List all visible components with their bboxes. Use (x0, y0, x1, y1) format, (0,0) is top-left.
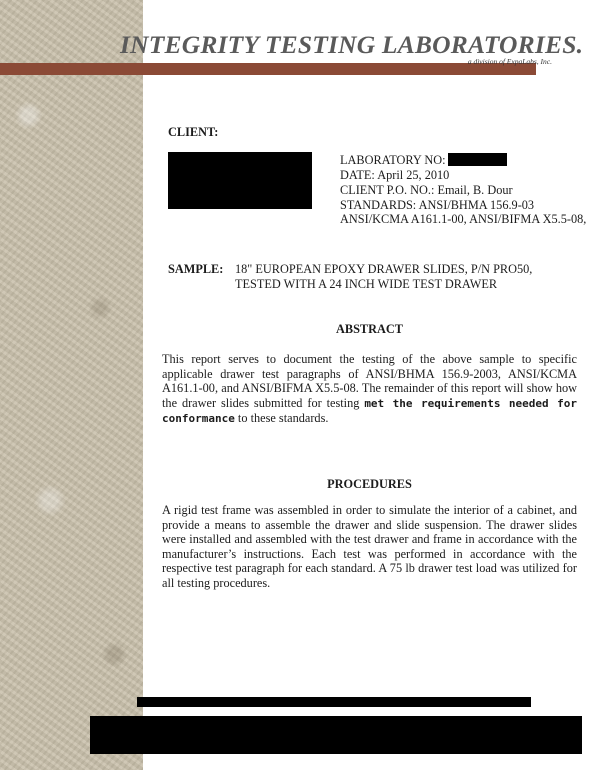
procedures-heading: PROCEDURES (327, 477, 412, 491)
laboratory-number-redaction (448, 153, 507, 166)
footer-redaction-block (90, 716, 582, 754)
company-logo: INTEGRITY TESTING LABORATORIES. (120, 30, 584, 59)
sample-line-1: 18" EUROPEAN EPOXY DRAWER SLIDES, P/N PRO50, (235, 262, 533, 276)
report-date: DATE: April 25, 2010 (340, 168, 450, 182)
laboratory-number-label: LABORATORY NO: (340, 153, 446, 167)
sample-line-2: TESTED WITH A 24 INCH WIDE TEST DRAWER (235, 277, 498, 291)
abstract-text-end: to these standards. (234, 411, 329, 426)
procedures-paragraph: A rigid test frame was assembled in order to simulate the interior of a cabinet, and provide a means to assemble the drawer and slide suspension. The drawer slides were installed and assembled with the test drawer and frame in accordance with the manufacturer’s instructions. Each test was performed in accordance with the respective test paragraph for each standard. A 75 lb drawer test load was utilized for all testing procedures. (162, 503, 577, 590)
abstract-emphasis: met the requirements needed for conformance (162, 396, 577, 426)
sample-label: SAMPLE: (168, 262, 224, 276)
abstract-heading: ABSTRACT (336, 322, 403, 336)
client-redaction (168, 152, 312, 209)
client-po-number: CLIENT P.O. NO.: Email, B. Dour (340, 183, 513, 197)
standards-line-2: ANSI/KCMA A161.1-00, ANSI/BIFMA X5.5-08, (340, 212, 587, 226)
letterhead-bar (0, 63, 536, 75)
standards-line-1: STANDARDS: ANSI/BHMA 156.9-03 (340, 198, 535, 212)
abstract-text-start: This report serves to document the testing of the above sample to specific applicable drawer test paragraphs of ANSI/BHMA 156.9-2003, ANSI/KCMA A161.1-00, and ANSI/BIFMA X5.5-08. The remainder of this report will show how the drawer slides submitted for testing (162, 352, 577, 410)
client-label: CLIENT: (168, 125, 219, 139)
abstract-paragraph (162, 352, 577, 427)
footer-redaction-line (137, 697, 531, 707)
marble-sidebar-background (0, 0, 143, 770)
subsidiary-line: a division of ExpaLabs, Inc. (467, 57, 552, 66)
company-name: INTEGRITY TESTING LABORATORIES (120, 30, 577, 59)
